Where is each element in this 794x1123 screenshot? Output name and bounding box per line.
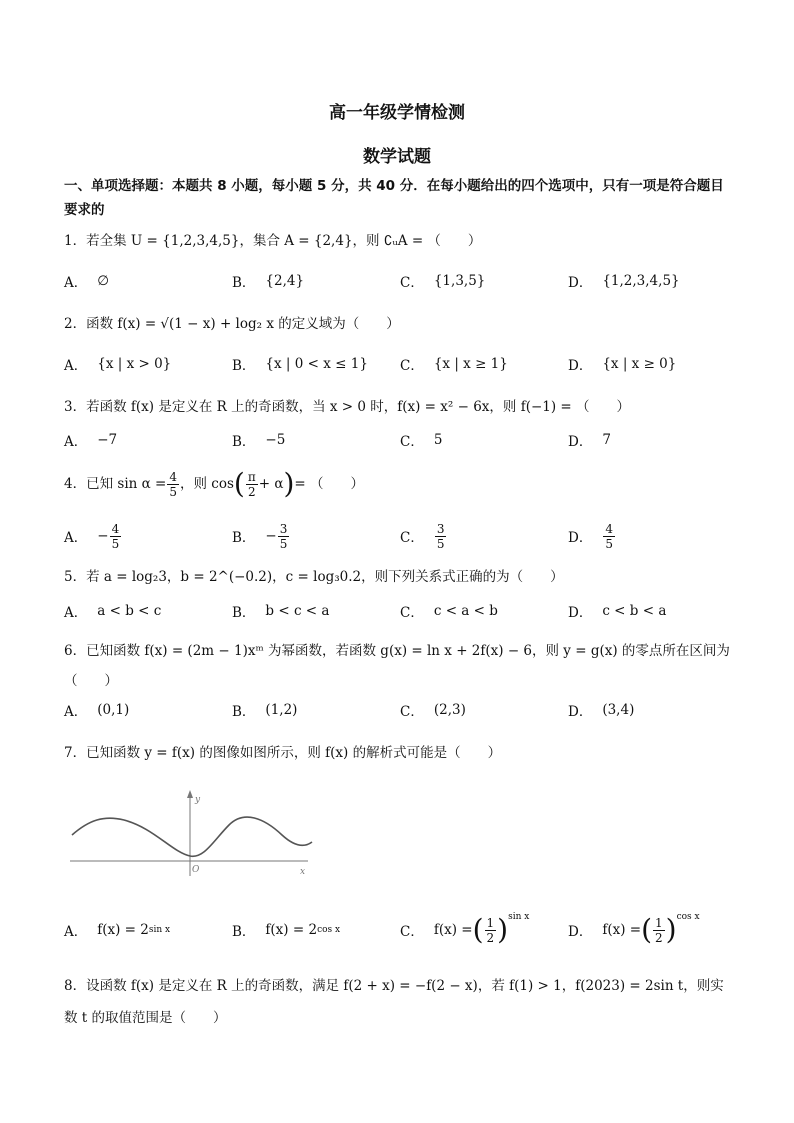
option-b: B． b < c < a: [232, 603, 330, 621]
option-a: A． −7: [64, 432, 118, 450]
option-c: C． {x | x ≥ 1}: [400, 356, 508, 374]
option-b: B． − $\frac{3}{5}$: [232, 521, 288, 551]
question-3-options: [64, 422, 734, 458]
function-graph: [64, 780, 324, 880]
option-d: D． (3,4): [568, 702, 635, 720]
option-a: A． − $\frac{4}{5}$: [64, 521, 120, 551]
exam-title: 高一年级学情检测: [329, 103, 465, 123]
question-2: 2．函数 f(x) = √(1 − x) + log₂ x 的定义域为（ ）: [64, 316, 400, 332]
question-5: 5．若 a = log₂3，b = 2^(−0.2)，c = log₃0.2，则下列关系式正确的为（ ）: [64, 569, 564, 585]
question-7: 7．已知函数 y = f(x) 的图像如图所示，则 f(x) 的解析式可能是（ ）: [64, 745, 502, 761]
option-c: C． f(x) = ( $\frac{1}{2}$ ) $^{sin x}$: [400, 912, 530, 946]
question-6: 6．已知函数 f(x) = (2m − 1)xᵐ 为幂函数，若函数 g(x) = ln x + 2f(x) − 6，则 y = g(x) 的零点所在区间为（ ）: [64, 643, 730, 689]
question-8: 8．设函数 f(x) 是定义在 R 上的奇函数，满足 f(2 + x) = −f(2 − x)，若 f(1) > 1，f(2023) = 2sin t，则实数 t 的取值范围是（ ）: [64, 978, 724, 1026]
section-heading: 一、单项选择题：本题共 8 小题，每小题 5 分，共 40 分．在每小题给出的四个选项中，只有一项是符合题目要求的: [64, 178, 724, 218]
option-d: D． {x | x ≥ 0}: [568, 356, 677, 374]
fraction: $\frac{4}{5}$: [169, 469, 177, 499]
option-b: B． {x | 0 < x ≤ 1}: [232, 356, 368, 374]
option-c: C． {1,3,5}: [400, 273, 486, 291]
x-axis-label: x: [300, 867, 306, 877]
question-4-options: [64, 518, 734, 554]
question-7-stem: 已知函数 y = f(x) 的图像如图所示，则 f(x) 的解析式可能是（ ）: [86, 745, 502, 761]
option-c: C． (2,3): [400, 702, 466, 720]
question-1: 1．若全集 U = {1,2,3,4,5}，集合 A = {2,4}，则 ∁ᵤA = （ ）: [64, 233, 482, 249]
question-7-options: [64, 910, 734, 950]
option-a: A． f(x) = 2 sin x: [64, 922, 171, 940]
option-d: D． c < b < a: [568, 603, 667, 621]
option-d: D． f(x) = ( $\frac{1}{2}$ ) $^{cos x}$: [568, 912, 700, 946]
exam-subtitle: 数学试题: [363, 147, 431, 167]
question-6-stem: 已知函数 f(x) = (2m − 1)xᵐ 为幂函数，若函数 g(x) = ln x + 2f(x) − 6，则 y = g(x) 的零点所在区间为（ ）: [64, 643, 730, 689]
option-d: D． $\frac{4}{5}$: [568, 521, 613, 551]
fraction: $\frac{\pi}{2}$: [247, 469, 256, 499]
option-b: B． f(x) = 2 cos x: [232, 922, 341, 940]
option-b: B． {2,4}: [232, 273, 305, 291]
option-c: C． c < a < b: [400, 603, 498, 621]
option-a: A． a < b < c: [64, 603, 162, 621]
y-axis-label: y: [195, 795, 201, 805]
curve: [72, 817, 312, 856]
option-d: D． 7: [568, 432, 611, 450]
question-6-options: [64, 692, 734, 728]
option-d: D． {1,2,3,4,5}: [568, 273, 680, 291]
question-5-stem: 若 a = log₂3，b = 2^(−0.2)，c = log₃0.2，则下列关系式正确的为（ ）: [86, 569, 564, 585]
origin-label: O: [192, 865, 200, 875]
option-a: A． {x | x > 0}: [64, 356, 172, 374]
question-2-stem: 函数 f(x) = √(1 − x) + log₂ x 的定义域为（ ）: [86, 316, 400, 332]
option-a: A． (0,1): [64, 702, 130, 720]
question-3-stem: 若函数 f(x) 是定义在 R 上的奇函数，当 x > 0 时，f(x) = x² − 6x，则 f(−1) = （ ）: [86, 399, 631, 415]
option-b: B． −5: [232, 432, 286, 450]
question-1-options: [64, 263, 734, 299]
question-8-stem: 设函数 f(x) 是定义在 R 上的奇函数，满足 f(2 + x) = −f(2 − x)，若 f(1) > 1，f(2023) = 2sin t，则实数 t 的取值范围是（ ）: [64, 978, 724, 1026]
y-axis-arrow: [187, 790, 193, 798]
option-c: C． 5: [400, 432, 443, 450]
question-3: 3．若函数 f(x) 是定义在 R 上的奇函数，当 x > 0 时，f(x) = x² − 6x，则 f(−1) = （ ）: [64, 399, 631, 415]
question-1-stem: 若全集 U = {1,2,3,4,5}，集合 A = {2,4}，则 ∁ᵤA = （ ）: [86, 233, 482, 249]
option-a: A． ∅: [64, 273, 110, 291]
question-2-options: [64, 346, 734, 382]
question-4: 4． 已知 sin α = $\frac{4}{5}$ ，则 cos ( $\frac{\pi}{2}$ + α ) = （ ）: [64, 467, 365, 500]
option-b: B． (1,2): [232, 702, 298, 720]
question-5-options: [64, 593, 734, 629]
option-c: C． $\frac{3}{5}$: [400, 521, 445, 551]
